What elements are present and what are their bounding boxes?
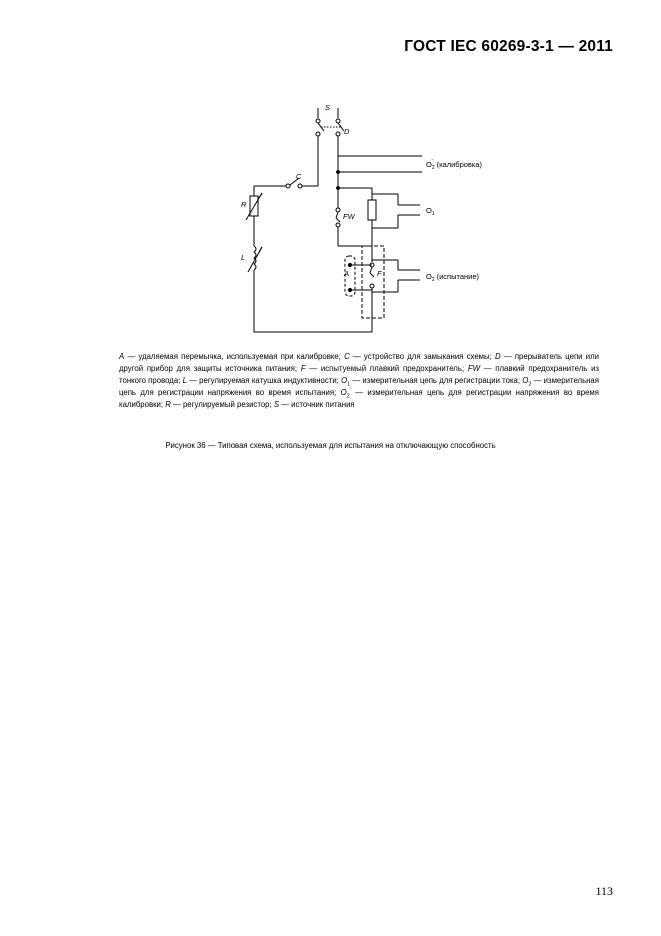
label-l: L [241, 253, 246, 262]
label-o2-test: $O_2$ (испытание) [426, 272, 480, 283]
label-o1: $O_1$ [426, 206, 435, 217]
fuse-under-test-f [370, 263, 374, 288]
circuit-diagram [0, 0, 661, 360]
label-r: R [241, 200, 247, 209]
label-c: C [296, 172, 302, 181]
label-o2-calibration: $O_2'$ (калибровка) [426, 159, 483, 171]
figure-legend: A — удаляемая перемычка, используемая при калибровке; C — устройство для замыкания схемы; D — прерыватель цепи или другой прибор для защиты источника питания; F — испытуемый плавкий предохранитель; FW — плавкий предохранитель из тонкого провода; L — регулируемая катушка индуктивности; $O_1$ — измерительная цепь для регистрации тока; $O_2$ — измерительная цепь для регистрации напряжения во время испытания; $O_2'$ — измерительная цепь для регистрации напряжения во время калибровки; R — регулируемый резистор; S — источник питания [119, 352, 599, 410]
label-f: F [377, 269, 382, 278]
current-shunt-o1 [368, 200, 376, 220]
page-number: 113 [595, 884, 613, 898]
label-a: A [344, 269, 350, 278]
variable-inductor-l [248, 246, 262, 272]
document-header: ГОСТ IEC 60269-3-1 — 2011 [404, 38, 613, 55]
label-fw: FW [343, 212, 355, 221]
variable-resistor-r [246, 193, 262, 220]
figure-caption: Рисунок 36 — Типовая схема, используемая для испытания на отключающую способность [165, 441, 496, 450]
circuit-breaker-d [316, 123, 344, 136]
label-s: S [325, 103, 331, 112]
label-d: D [344, 127, 350, 136]
fuse-wire-fw [336, 208, 340, 227]
